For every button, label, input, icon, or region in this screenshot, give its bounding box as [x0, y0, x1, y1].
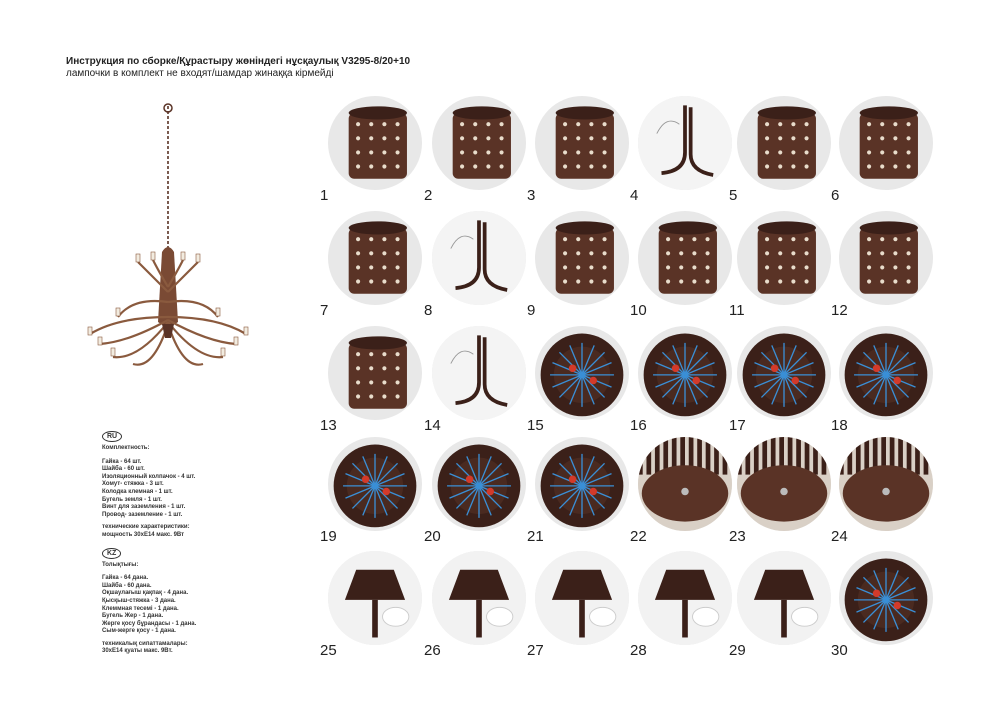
list-item: Провод- заземление - 1 шт.: [102, 511, 183, 518]
step-number: 27: [527, 642, 544, 659]
list-item: Изоляционный колпачок - 4 шт.: [102, 473, 196, 480]
step-photo: [535, 437, 629, 531]
step-photo: [328, 96, 422, 190]
list-item: Винт для заземления - 1 шт.: [102, 504, 186, 511]
list-item: Қысқыш-стяжка - 3 дана.: [102, 597, 176, 604]
ru-tech-label: технические характеристики:: [102, 524, 190, 531]
list-item: Хомут- стяжка - 3 шт.: [102, 481, 164, 488]
assembly-step-30: [831, 551, 933, 659]
assembly-step-17: [729, 326, 831, 434]
step-number: 5: [729, 187, 738, 204]
step-number: 19: [320, 528, 337, 545]
chandelier-image: [78, 102, 258, 402]
assembly-step-27: [527, 551, 629, 659]
step-photo: [535, 211, 629, 305]
step-number: 12: [831, 302, 848, 319]
step-photo: [737, 437, 831, 531]
step-number: 21: [527, 528, 544, 545]
assembly-step-12: [831, 211, 933, 319]
step-photo: [328, 326, 422, 420]
step-photo: [432, 211, 526, 305]
list-item: Гайка - 64 дана.: [102, 575, 149, 582]
document-title: Инструкция по сборке/Құрастыру жөніндегі нұсқаулық V3295-8/20+10: [66, 56, 411, 67]
step-photo: [737, 211, 831, 305]
step-photo: [638, 551, 732, 645]
step-photo: [638, 96, 732, 190]
list-item: Бугель Жер - 1 дана.: [102, 613, 164, 620]
assembly-step-29: [729, 551, 831, 659]
step-number: 14: [424, 417, 441, 434]
list-item: Жерге қосу бұрандасы - 1 дана.: [102, 620, 197, 627]
step-photo: [432, 551, 526, 645]
list-item: Гайка - 64 шт.: [102, 458, 142, 465]
step-number: 7: [320, 302, 329, 319]
step-number: 30: [831, 642, 848, 659]
assembly-step-20: [424, 437, 526, 545]
list-item: Шайба - 60 шт.: [102, 466, 145, 473]
kz-badge: KZ: [102, 548, 121, 559]
step-number: 15: [527, 417, 544, 434]
assembly-step-5: [729, 96, 831, 204]
assembly-step-26: [424, 551, 526, 659]
step-photo: [328, 551, 422, 645]
step-photo: [839, 96, 933, 190]
step-photo: [328, 211, 422, 305]
step-number: 28: [630, 642, 647, 659]
assembly-step-22: [630, 437, 732, 545]
header: [66, 56, 486, 80]
assembly-step-11: [729, 211, 831, 319]
step-photo: [737, 551, 831, 645]
list-item: Оқшаулағыш қақпақ - 4 дана.: [102, 590, 189, 597]
step-number: 25: [320, 642, 337, 659]
step-number: 9: [527, 302, 536, 319]
step-number: 8: [424, 302, 433, 319]
step-number: 29: [729, 642, 746, 659]
assembly-step-3: [527, 96, 629, 204]
assembly-step-19: [320, 437, 422, 545]
ru-contents-list: [102, 459, 272, 520]
assembly-step-18: [831, 326, 933, 434]
step-photo: [328, 437, 422, 531]
step-number: 4: [630, 187, 639, 204]
step-photo: [535, 96, 629, 190]
assembly-step-21: [527, 437, 629, 545]
step-number: 22: [630, 528, 647, 545]
step-photo: [737, 96, 831, 190]
step-number: 11: [729, 302, 745, 319]
step-photo: [535, 326, 629, 420]
step-number: 17: [729, 417, 746, 434]
kz-contents-label: Толықтығы:: [102, 561, 139, 568]
step-number: 20: [424, 528, 441, 545]
assembly-step-14: [424, 326, 526, 434]
assembly-steps-grid: [320, 96, 940, 666]
assembly-step-25: [320, 551, 422, 659]
kz-tech-value: 30хЕ14 қуаты макс. 9Вт.: [102, 648, 173, 655]
step-number: 16: [630, 417, 647, 434]
assembly-step-10: [630, 211, 732, 319]
list-item: Бугель земля - 1 шт.: [102, 496, 162, 503]
step-photo: [839, 326, 933, 420]
list-item: Сым-жерге қосу - 1 дана.: [102, 628, 176, 635]
step-number: 18: [831, 417, 848, 434]
step-number: 6: [831, 187, 840, 204]
step-number: 10: [630, 302, 647, 319]
assembly-step-6: [831, 96, 933, 204]
list-item: Клеммная тесемі - 1 дана.: [102, 605, 179, 612]
assembly-step-15: [527, 326, 629, 434]
step-number: 3: [527, 187, 536, 204]
step-photo: [432, 326, 526, 420]
assembly-step-13: [320, 326, 422, 434]
ru-contents-label: Комплектность:: [102, 445, 150, 451]
ru-tech-value: мощность 30хЕ14 макс. 9Вт: [102, 531, 185, 538]
step-photo: [839, 437, 933, 531]
step-photo: [839, 551, 933, 645]
assembly-step-28: [630, 551, 732, 659]
step-photo: [432, 437, 526, 531]
kz-tech-label: техникалық сипаттамалары:: [102, 640, 188, 647]
step-number: 23: [729, 528, 746, 545]
assembly-step-9: [527, 211, 629, 319]
step-number: 13: [320, 417, 337, 434]
step-photo: [737, 326, 831, 420]
assembly-step-16: [630, 326, 732, 434]
assembly-step-23: [729, 437, 831, 545]
step-photo: [638, 211, 732, 305]
assembly-step-24: [831, 437, 933, 545]
step-photo: [638, 437, 732, 531]
step-photo: [432, 96, 526, 190]
assembly-step-4: [630, 96, 732, 204]
step-number: 1: [320, 187, 329, 204]
step-photo: [638, 326, 732, 420]
specifications-panel: [102, 431, 272, 656]
document-subtitle: лампочки в комплект не входят/шамдар жинаққа кірмейді: [66, 68, 334, 79]
assembly-step-7: [320, 211, 422, 319]
kz-contents-list: [102, 575, 272, 636]
assembly-step-2: [424, 96, 526, 204]
list-item: Шайба - 60 дана.: [102, 582, 152, 589]
step-photo: [839, 211, 933, 305]
step-number: 26: [424, 642, 441, 659]
assembly-step-1: [320, 96, 422, 204]
step-photo: [535, 551, 629, 645]
step-number: 2: [424, 187, 433, 204]
assembly-step-8: [424, 211, 526, 319]
ru-badge: RU: [102, 431, 122, 442]
list-item: Колодка клемная - 1 шт.: [102, 488, 173, 495]
step-number: 24: [831, 528, 848, 545]
